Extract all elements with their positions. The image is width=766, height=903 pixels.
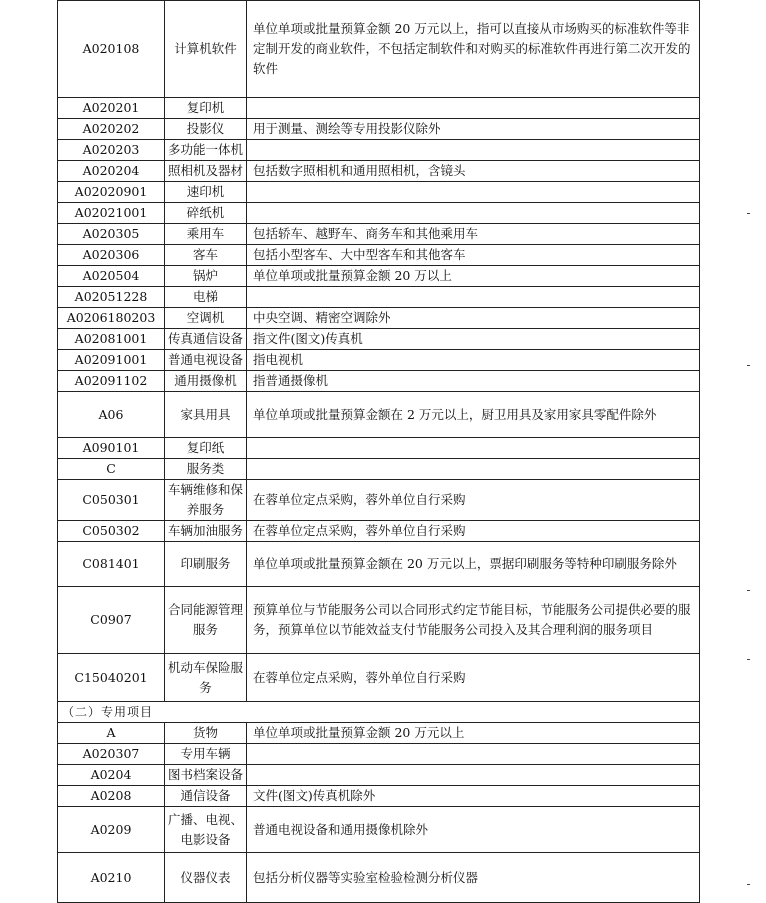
table-row <box>58 350 700 371</box>
name-cell: 广播、电视、电影设备 <box>165 807 247 853</box>
desc-cell <box>247 744 700 765</box>
code-cell: C050302 <box>58 521 165 542</box>
desc-cell: 文件(图文)传真机除外 <box>247 786 700 807</box>
table-row <box>58 161 700 182</box>
name-cell: 通用摄像机 <box>165 371 247 392</box>
desc-cell: 指普通摄像机 <box>247 371 700 392</box>
name-cell: 多功能一体机 <box>165 140 247 161</box>
code-cell: A020202 <box>58 119 165 140</box>
desc-cell: 包括轿车、越野车、商务车和其他乘用车 <box>247 224 700 245</box>
table-row <box>58 480 700 521</box>
name-cell: 计算机软件 <box>165 1 247 98</box>
code-cell: A090101 <box>58 438 165 459</box>
code-cell: A06 <box>58 392 165 438</box>
table-row <box>58 245 700 266</box>
procurement-table <box>57 0 700 903</box>
name-cell: 车辆维修和保养服务 <box>165 480 247 521</box>
code-cell: A02021001 <box>58 203 165 224</box>
code-cell: A02091102 <box>58 371 165 392</box>
table-row <box>58 459 700 480</box>
name-cell: 机动车保险服务 <box>165 654 247 702</box>
code-cell: A02051228 <box>58 287 165 308</box>
code-cell: A0208 <box>58 786 165 807</box>
code-cell: A020504 <box>58 266 165 287</box>
code-cell: C15040201 <box>58 654 165 702</box>
desc-cell: 单位单项或批量预算金额在 2 万元以上，厨卫用具及家用家具零配件除外 <box>247 392 700 438</box>
code-cell: A0210 <box>58 853 165 903</box>
desc-cell: 用于测量、测绘等专用投影仪除外 <box>247 119 700 140</box>
name-cell: 照相机及器材 <box>165 161 247 182</box>
name-cell: 仪器仪表 <box>165 853 247 903</box>
name-cell: 图书档案设备 <box>165 765 247 786</box>
desc-cell <box>247 140 700 161</box>
name-cell: 速印机 <box>165 182 247 203</box>
desc-cell: 指电视机 <box>247 350 700 371</box>
code-cell: A020306 <box>58 245 165 266</box>
scan-mark <box>747 659 750 660</box>
code-cell: A02020901 <box>58 182 165 203</box>
table-row <box>58 654 700 702</box>
table-row <box>58 744 700 765</box>
name-cell: 专用车辆 <box>165 744 247 765</box>
desc-cell: 在蓉单位定点采购，蓉外单位自行采购 <box>247 654 700 702</box>
desc-cell <box>247 182 700 203</box>
name-cell: 乘用车 <box>165 224 247 245</box>
table-row <box>58 542 700 587</box>
code-cell: C <box>58 459 165 480</box>
desc-cell: 在蓉单位定点采购，蓉外单位自行采购 <box>247 480 700 521</box>
desc-cell: 单位单项或批量预算金额在 20 万元以上，票据印刷服务等特种印刷服务除外 <box>247 542 700 587</box>
table-row <box>58 807 700 853</box>
code-cell: A020201 <box>58 98 165 119</box>
name-cell: 锅炉 <box>165 266 247 287</box>
desc-cell: 在蓉单位定点采购，蓉外单位自行采购 <box>247 521 700 542</box>
table-row <box>58 182 700 203</box>
scan-mark <box>747 365 750 366</box>
table-row <box>58 98 700 119</box>
scan-mark <box>747 213 750 214</box>
code-cell: A02081001 <box>58 329 165 350</box>
table-row <box>58 587 700 654</box>
name-cell: 家具用具 <box>165 392 247 438</box>
table-row <box>58 203 700 224</box>
scan-mark <box>747 590 750 591</box>
table-row <box>58 765 700 786</box>
table-row <box>58 266 700 287</box>
desc-cell <box>247 459 700 480</box>
name-cell: 货物 <box>165 723 247 744</box>
table-body <box>58 1 700 903</box>
desc-cell: 包括数字照相机和通用照相机，含镜头 <box>247 161 700 182</box>
table-row <box>58 371 700 392</box>
table-row <box>58 119 700 140</box>
table-row <box>58 140 700 161</box>
code-cell: A020204 <box>58 161 165 182</box>
name-cell: 通信设备 <box>165 786 247 807</box>
code-cell: A020307 <box>58 744 165 765</box>
code-cell: A020203 <box>58 140 165 161</box>
table-row <box>58 723 700 744</box>
desc-cell: 普通电视设备和通用摄像机除外 <box>247 807 700 853</box>
code-cell: C050301 <box>58 480 165 521</box>
name-cell: 投影仪 <box>165 119 247 140</box>
table-row <box>58 438 700 459</box>
desc-cell: 指文件(图文)传真机 <box>247 329 700 350</box>
desc-cell <box>247 98 700 119</box>
name-cell: 复印纸 <box>165 438 247 459</box>
name-cell: 合同能源管理服务 <box>165 587 247 654</box>
code-cell: A02091001 <box>58 350 165 371</box>
name-cell: 普通电视设备 <box>165 350 247 371</box>
desc-cell: 单位单项或批量预算金额 20 万元以上 <box>247 723 700 744</box>
desc-cell <box>247 287 700 308</box>
name-cell: 传真通信设备 <box>165 329 247 350</box>
name-cell: 车辆加油服务 <box>165 521 247 542</box>
desc-cell: 包括分析仪器等实验室检验检测分析仪器 <box>247 853 700 903</box>
table-row <box>58 786 700 807</box>
code-cell: A0206180203 <box>58 308 165 329</box>
table-row <box>58 1 700 98</box>
name-cell: 复印机 <box>165 98 247 119</box>
code-cell: C081401 <box>58 542 165 587</box>
desc-cell: 单位单项或批量预算金额 20 万元以上，指可以直接从市场购买的标准软件等非定制开发的商业软件，不包括定制软件和对购买的标准软件再进行第二次开发的软件 <box>247 1 700 98</box>
desc-cell: 中央空调、精密空调除外 <box>247 308 700 329</box>
table-row <box>58 329 700 350</box>
code-cell: A <box>58 723 165 744</box>
desc-cell: 单位单项或批量预算金额 20 万以上 <box>247 266 700 287</box>
code-cell: C0907 <box>58 587 165 654</box>
desc-cell: 预算单位与节能服务公司以合同形式约定节能目标，节能服务公司提供必要的服务，预算单位以节能效益支付节能服务公司投入及其合理利润的服务项目 <box>247 587 700 654</box>
name-cell: 碎纸机 <box>165 203 247 224</box>
name-cell: 客车 <box>165 245 247 266</box>
desc-cell: 包括小型客车、大中型客车和其他客车 <box>247 245 700 266</box>
code-cell: A0209 <box>58 807 165 853</box>
code-cell: A020108 <box>58 1 165 98</box>
table-row <box>58 287 700 308</box>
name-cell: 服务类 <box>165 459 247 480</box>
table-row <box>58 853 700 903</box>
section-title: （二）专用项目 <box>58 702 700 723</box>
name-cell: 电梯 <box>165 287 247 308</box>
name-cell: 空调机 <box>165 308 247 329</box>
table-row <box>58 392 700 438</box>
table-row <box>58 224 700 245</box>
name-cell: 印刷服务 <box>165 542 247 587</box>
section-row <box>58 702 700 723</box>
scan-mark <box>747 884 750 885</box>
table-row <box>58 308 700 329</box>
code-cell: A020305 <box>58 224 165 245</box>
table-row <box>58 521 700 542</box>
desc-cell <box>247 438 700 459</box>
desc-cell <box>247 765 700 786</box>
code-cell: A0204 <box>58 765 165 786</box>
desc-cell <box>247 203 700 224</box>
